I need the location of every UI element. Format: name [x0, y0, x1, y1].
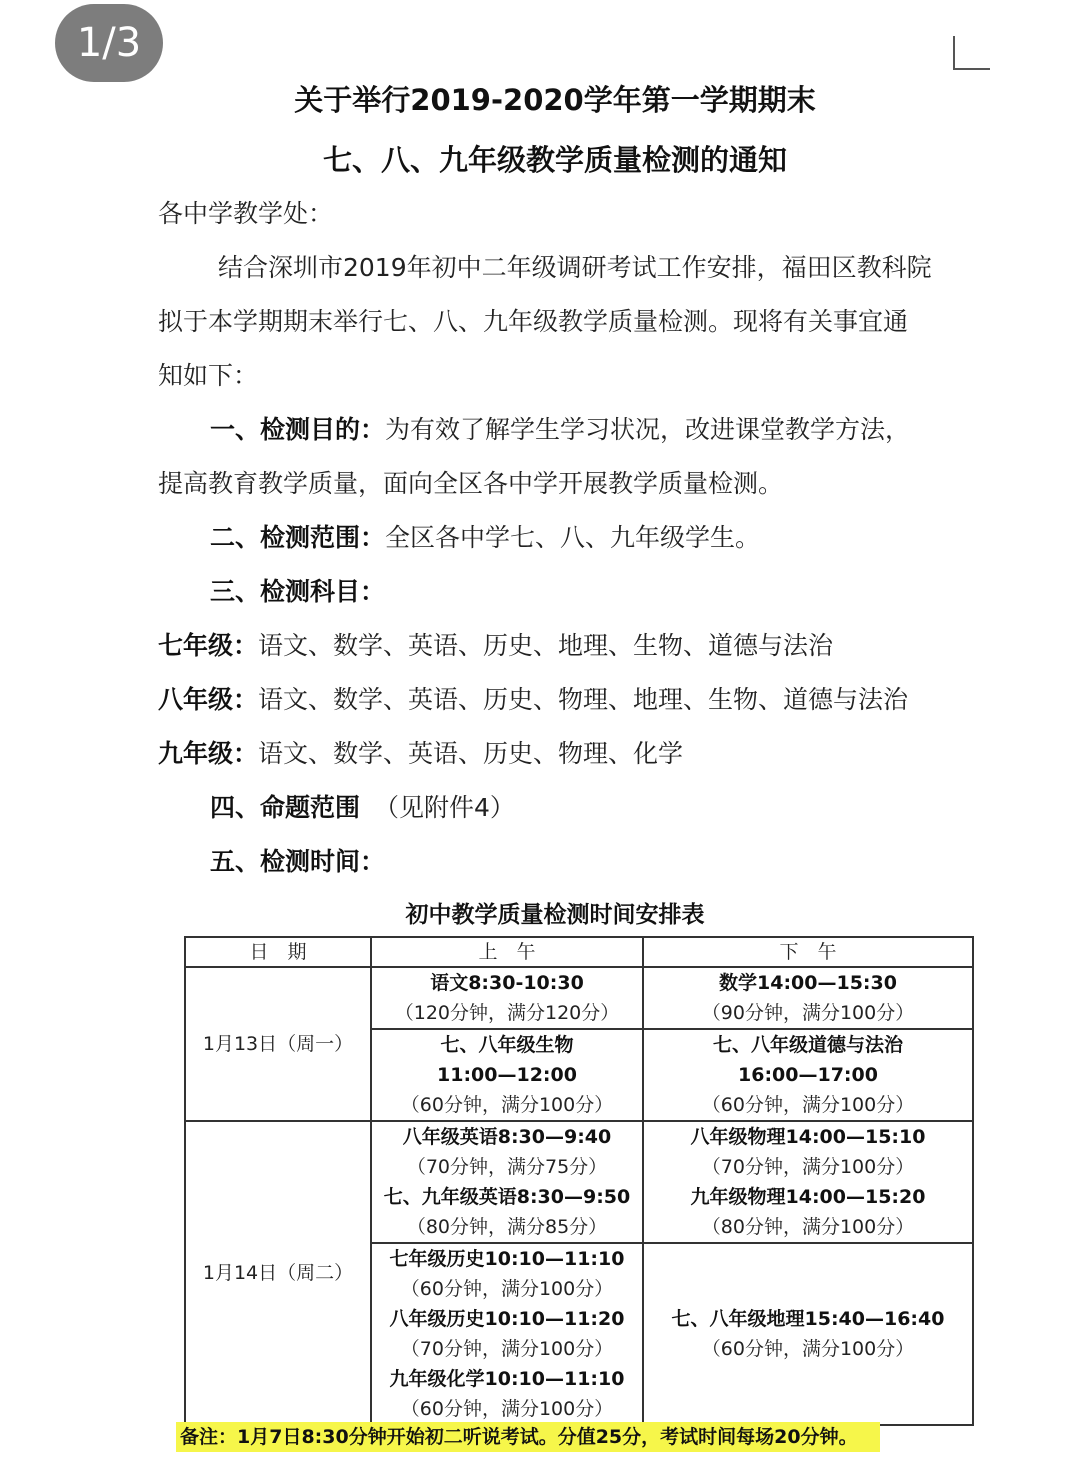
- exam-name: 七、八年级道德与法治: [712, 1034, 903, 1056]
- grade-8-label: 八年级：: [158, 685, 259, 714]
- am-cell: [371, 1029, 643, 1121]
- exam-name: 七、九年级英语8:30—9:50: [383, 1186, 631, 1208]
- exam-name: 七、八年级地理15:40—16:40: [671, 1308, 945, 1330]
- section-3-heading: 三、检测科目：: [210, 577, 386, 606]
- exam-detail: （90分钟，满分100分）: [701, 1002, 915, 1024]
- exam-detail: （60分钟，满分100分）: [400, 1278, 614, 1300]
- header-morning: 上 午: [371, 937, 643, 967]
- exam-name: 数学14:00—15:30: [719, 972, 897, 994]
- pm-cell: [643, 1243, 973, 1425]
- section-5-heading: 五、检测时间：: [210, 847, 386, 876]
- table-row: [185, 967, 973, 1029]
- grade-7-label: 七年级：: [158, 631, 259, 660]
- exam-time: 11:00—12:00: [437, 1064, 577, 1086]
- section-2-text: 全区各中学七、八、九年级学生。: [385, 523, 761, 552]
- document-title-line-1: 关于举行2019-2020学年第一学期期末: [294, 83, 816, 117]
- section-5-time-heading: [210, 844, 385, 880]
- exam-name: 九年级物理14:00—15:20: [690, 1186, 926, 1208]
- grade-7-subject-list: 语文、数学、英语、历史、地理、生物、道德与法治: [258, 631, 834, 660]
- section-2-scope: [210, 520, 760, 556]
- exam-detail: （70分钟，满分75分）: [406, 1156, 608, 1178]
- schedule-table-title: 初中教学质量检测时间安排表: [405, 902, 705, 928]
- section-4-scope: [210, 790, 515, 826]
- intro-line-2: 拟于本学期期末举行七、八、九年级教学质量检测。现将有关事宜通: [158, 307, 909, 336]
- exam-name: 语文8:30-10:30: [430, 972, 584, 994]
- pm-cell: [643, 1121, 973, 1243]
- exam-detail: （60分钟，满分100分）: [400, 1094, 614, 1116]
- exam-name: 九年级化学10:10—11:10: [389, 1368, 625, 1390]
- grade-9-label: 九年级：: [158, 739, 259, 768]
- intro-line-3: 知如下：: [158, 361, 259, 390]
- section-1-text-continued: 提高教育教学质量，面向全区各中学开展教学质量检测。: [158, 469, 784, 498]
- date-cell-jan-14: 1月14日（周二）: [185, 1121, 371, 1425]
- exam-name: 七、八年级生物: [440, 1034, 574, 1056]
- section-1-text: 为有效了解学生学习状况，改进课堂教学方法，: [385, 415, 911, 444]
- grade-8-subject-list: 语文、数学、英语、历史、物理、地理、生物、道德与法治: [258, 685, 909, 714]
- grade-9-subject-list: 语文、数学、英语、历史、物理、化学: [258, 739, 684, 768]
- exam-detail: （60分钟，满分100分）: [400, 1398, 614, 1420]
- table-row: [185, 1121, 973, 1243]
- exam-detail: （120分钟，满分120分）: [394, 1002, 620, 1024]
- section-1-purpose: [210, 412, 910, 448]
- pm-cell: [643, 967, 973, 1029]
- header-date: 日 期: [185, 937, 371, 967]
- intro-line-1: 结合深圳市2019年初中二年级调研考试工作安排，福田区教科院: [218, 253, 932, 282]
- pm-cell: [643, 1029, 973, 1121]
- am-cell: [371, 1243, 643, 1425]
- table-header-row: [185, 937, 973, 967]
- exam-time: 16:00—17:00: [738, 1064, 878, 1086]
- date-cell-jan-13: 1月13日（周一）: [185, 967, 371, 1121]
- exam-detail: （70分钟，满分100分）: [400, 1338, 614, 1360]
- exam-detail: （60分钟，满分100分）: [701, 1338, 915, 1360]
- exam-detail: （80分钟，满分100分）: [701, 1216, 915, 1238]
- am-cell: [371, 1121, 643, 1243]
- section-3-subjects-heading: [210, 574, 385, 610]
- grade-9-subjects: [158, 736, 683, 772]
- document-title-line-2: 七、八、九年级教学质量检测的通知: [322, 143, 787, 177]
- crop-corner-mark: [953, 36, 990, 70]
- exam-name: 八年级历史10:10—11:20: [389, 1308, 625, 1330]
- schedule-table: [184, 936, 974, 1426]
- section-4-heading: 四、命题范围: [210, 793, 361, 822]
- header-afternoon: 下 午: [643, 937, 973, 967]
- section-1-heading: 一、检测目的：: [210, 415, 386, 444]
- salutation: 各中学教学处：: [158, 199, 334, 228]
- highlighted-note: 备注：1月7日8:30分钟开始初二听说考试。分值25分，考试时间每场20分钟。: [176, 1422, 880, 1452]
- exam-name: 八年级物理14:00—15:10: [690, 1126, 926, 1148]
- page-indicator-badge[interactable]: 1/3: [55, 4, 163, 82]
- grade-7-subjects: [158, 628, 833, 664]
- grade-8-subjects: [158, 682, 908, 718]
- exam-name: 七年级历史10:10—11:10: [389, 1248, 625, 1270]
- exam-detail: （80分钟，满分85分）: [406, 1216, 608, 1238]
- exam-detail: （60分钟，满分100分）: [701, 1094, 915, 1116]
- exam-detail: （70分钟，满分100分）: [701, 1156, 915, 1178]
- exam-name: 八年级英语8:30—9:40: [402, 1126, 612, 1148]
- section-2-heading: 二、检测范围：: [210, 523, 386, 552]
- am-cell: [371, 967, 643, 1029]
- section-4-text: （见附件4）: [374, 793, 515, 822]
